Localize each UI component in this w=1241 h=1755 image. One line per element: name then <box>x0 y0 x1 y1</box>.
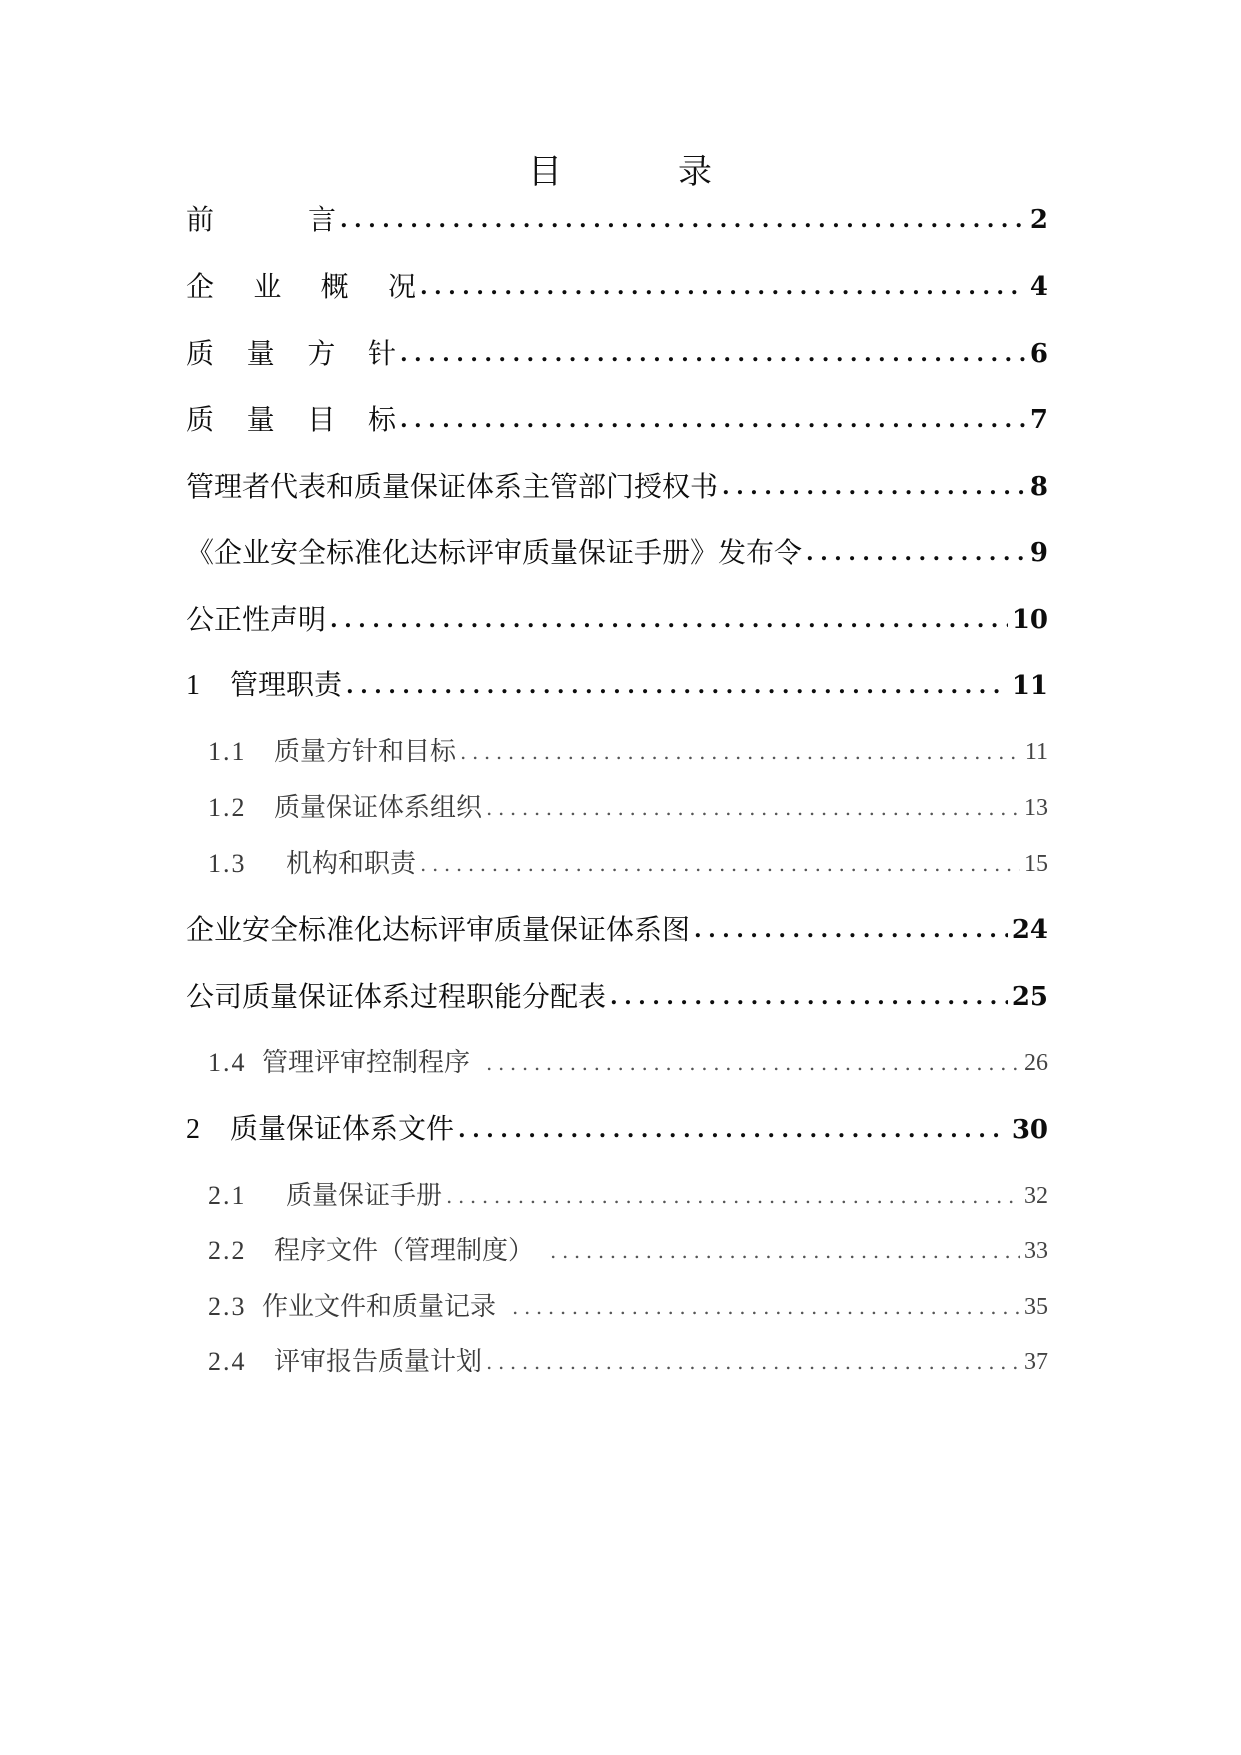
toc-entry-char: 质 <box>186 337 215 370</box>
toc-section-number: 2.3 <box>208 1292 247 1321</box>
toc-page-number: 10 <box>1011 605 1048 635</box>
toc-section-title: 机构和职责 <box>286 849 417 879</box>
toc-section-number: 2 <box>186 1114 200 1145</box>
toc-entry-text <box>186 198 336 242</box>
toc-entry-text <box>208 732 456 772</box>
toc-entry-text <box>186 1107 454 1152</box>
toc-leader-dots <box>420 844 1020 884</box>
toc-leader-dots <box>400 332 1026 376</box>
toc-page-number: 25 <box>1011 982 1048 1012</box>
toc-entry-text <box>208 1043 470 1083</box>
toc-entry-char: 质 <box>186 403 215 436</box>
toc-leader-dots <box>458 1108 1008 1152</box>
toc-section-title: 管理评审控制程序 <box>262 1048 471 1078</box>
toc-page-number: 35 <box>1024 1294 1048 1320</box>
toc-title-char-2: 录 <box>678 152 712 192</box>
toc-section-title: 质量保证体系文件 <box>230 1112 455 1145</box>
toc-entry-section-1[interactable] <box>186 664 1048 708</box>
toc-leader-dots <box>446 1176 1020 1216</box>
toc-entry-text <box>186 398 396 442</box>
toc-section-number: 2.4 <box>208 1347 247 1376</box>
toc-section-number: 1 <box>186 670 200 701</box>
toc-entry-company-overview[interactable] <box>186 265 1048 309</box>
toc-entry-char: 量 <box>246 337 275 370</box>
toc-page-number: 11 <box>1024 739 1048 765</box>
toc-entry-text <box>186 663 342 708</box>
toc-section-title: 质量保证手册 <box>286 1181 443 1211</box>
toc-entry-char: 况 <box>387 270 416 303</box>
toc-entry-text <box>208 788 482 828</box>
toc-entry-text <box>208 1176 442 1216</box>
toc-entry-char: 方 <box>307 337 336 370</box>
toc-entry-preface[interactable] <box>186 198 1048 242</box>
toc-leader-dots <box>340 198 1026 242</box>
toc-page-number: 6 <box>1029 339 1048 369</box>
toc-entry-char: 标 <box>367 403 396 436</box>
toc-entry-text <box>208 1287 496 1327</box>
toc-entry-char: 目 <box>307 403 336 436</box>
toc-entry-char: 前 <box>186 203 215 236</box>
toc-leader-dots <box>512 1287 1020 1327</box>
toc-section-number: 1.4 <box>208 1048 247 1077</box>
toc-entry-system-diagram[interactable] <box>186 908 1048 952</box>
toc-entry-char: 业 <box>253 270 282 303</box>
toc-entry-char: 针 <box>367 337 396 370</box>
toc-title-char-1: 目 <box>528 152 562 192</box>
toc-page-number: 8 <box>1029 472 1048 502</box>
toc-leader-dots <box>486 1342 1020 1382</box>
toc-leader-dots <box>400 398 1026 442</box>
toc-entry-text: 公正性声明 <box>186 603 327 636</box>
toc-page-number: 7 <box>1029 405 1048 435</box>
toc-page-number: 37 <box>1024 1349 1048 1375</box>
toc-leader-dots <box>420 265 1026 309</box>
toc-section-number: 2.2 <box>208 1236 247 1265</box>
toc-leader-dots <box>486 1043 1020 1083</box>
toc-leader-dots <box>722 465 1026 509</box>
toc-entry-release-order[interactable] <box>186 531 1048 575</box>
toc-section-title: 作业文件和质量记录 <box>262 1292 497 1322</box>
toc-page-number: 26 <box>1024 1050 1048 1076</box>
toc-leader-dots <box>610 975 1008 1019</box>
toc-entry-text <box>186 332 396 376</box>
toc-entry-char: 概 <box>320 270 349 303</box>
toc-section-title: 质量方针和目标 <box>274 737 457 767</box>
toc-page-number: 9 <box>1029 538 1048 568</box>
toc-section-number: 1.2 <box>208 793 247 822</box>
toc-page-number: 2 <box>1029 205 1048 235</box>
toc-leader-dots <box>806 531 1026 575</box>
toc-page-number: 13 <box>1024 795 1048 821</box>
toc-entry-text <box>208 1342 482 1382</box>
toc-page-number: 32 <box>1024 1183 1048 1209</box>
toc-leader-dots <box>486 788 1020 828</box>
toc-leader-dots <box>694 908 1008 952</box>
toc-entry-text: 《企业安全标准化达标评审质量保证手册》发布令 <box>186 536 803 569</box>
toc-entry-section-1-4[interactable] <box>208 1043 1048 1083</box>
toc-entry-text <box>208 844 416 884</box>
toc-entry-section-2-3[interactable] <box>208 1287 1048 1327</box>
toc-section-title: 质量保证体系组织 <box>274 793 483 823</box>
toc-page-number: 11 <box>1011 671 1048 701</box>
toc-section-title: 评审报告质量计划 <box>274 1347 483 1377</box>
toc-leader-dots <box>550 1231 1020 1271</box>
toc-entry-authorization[interactable] <box>186 465 1048 509</box>
toc-section-number: 2.1 <box>208 1181 247 1210</box>
toc-section-title: 管理职责 <box>230 668 343 701</box>
toc-leader-dots <box>330 598 1008 642</box>
toc-entry-impartiality-statement[interactable] <box>186 598 1048 642</box>
toc-entry-text: 企业安全标准化达标评审质量保证体系图 <box>186 913 691 946</box>
toc-entry-char: 量 <box>246 403 275 436</box>
toc-entry-section-1-3[interactable] <box>208 844 1048 884</box>
toc-leader-dots <box>460 732 1021 772</box>
toc-entry-section-1-2[interactable] <box>208 788 1048 828</box>
toc-entry-section-2-2[interactable] <box>208 1231 1048 1271</box>
toc-section-number: 1.1 <box>208 737 247 766</box>
toc-entry-section-2[interactable] <box>186 1108 1048 1152</box>
toc-section-number: 1.3 <box>208 849 247 878</box>
toc-page-number: 24 <box>1011 915 1048 945</box>
toc-entry-text <box>186 265 416 309</box>
toc-entry-text <box>208 1231 534 1271</box>
toc-entry-function-allocation-table[interactable] <box>186 975 1048 1019</box>
toc-section-title: 程序文件（管理制度） <box>274 1236 535 1266</box>
toc-entry-section-1-1[interactable] <box>208 732 1048 772</box>
toc-entry-text: 公司质量保证体系过程职能分配表 <box>186 980 607 1013</box>
toc-leader-dots <box>346 664 1008 708</box>
toc-page-number: 30 <box>1011 1115 1048 1145</box>
toc-entry-quality-objectives[interactable] <box>186 398 1048 442</box>
toc-page-number: 4 <box>1029 272 1048 302</box>
toc-entry-char: 言 <box>307 203 336 236</box>
toc-entry-section-2-4[interactable] <box>208 1342 1048 1382</box>
toc-page-number: 33 <box>1024 1238 1048 1264</box>
toc-page-number: 15 <box>1024 851 1048 877</box>
toc-entry-quality-policy[interactable] <box>186 332 1048 376</box>
toc-entry-text: 管理者代表和质量保证体系主管部门授权书 <box>186 470 719 503</box>
toc-entry-char: 企 <box>186 270 215 303</box>
toc-entry-section-2-1[interactable] <box>208 1176 1048 1216</box>
